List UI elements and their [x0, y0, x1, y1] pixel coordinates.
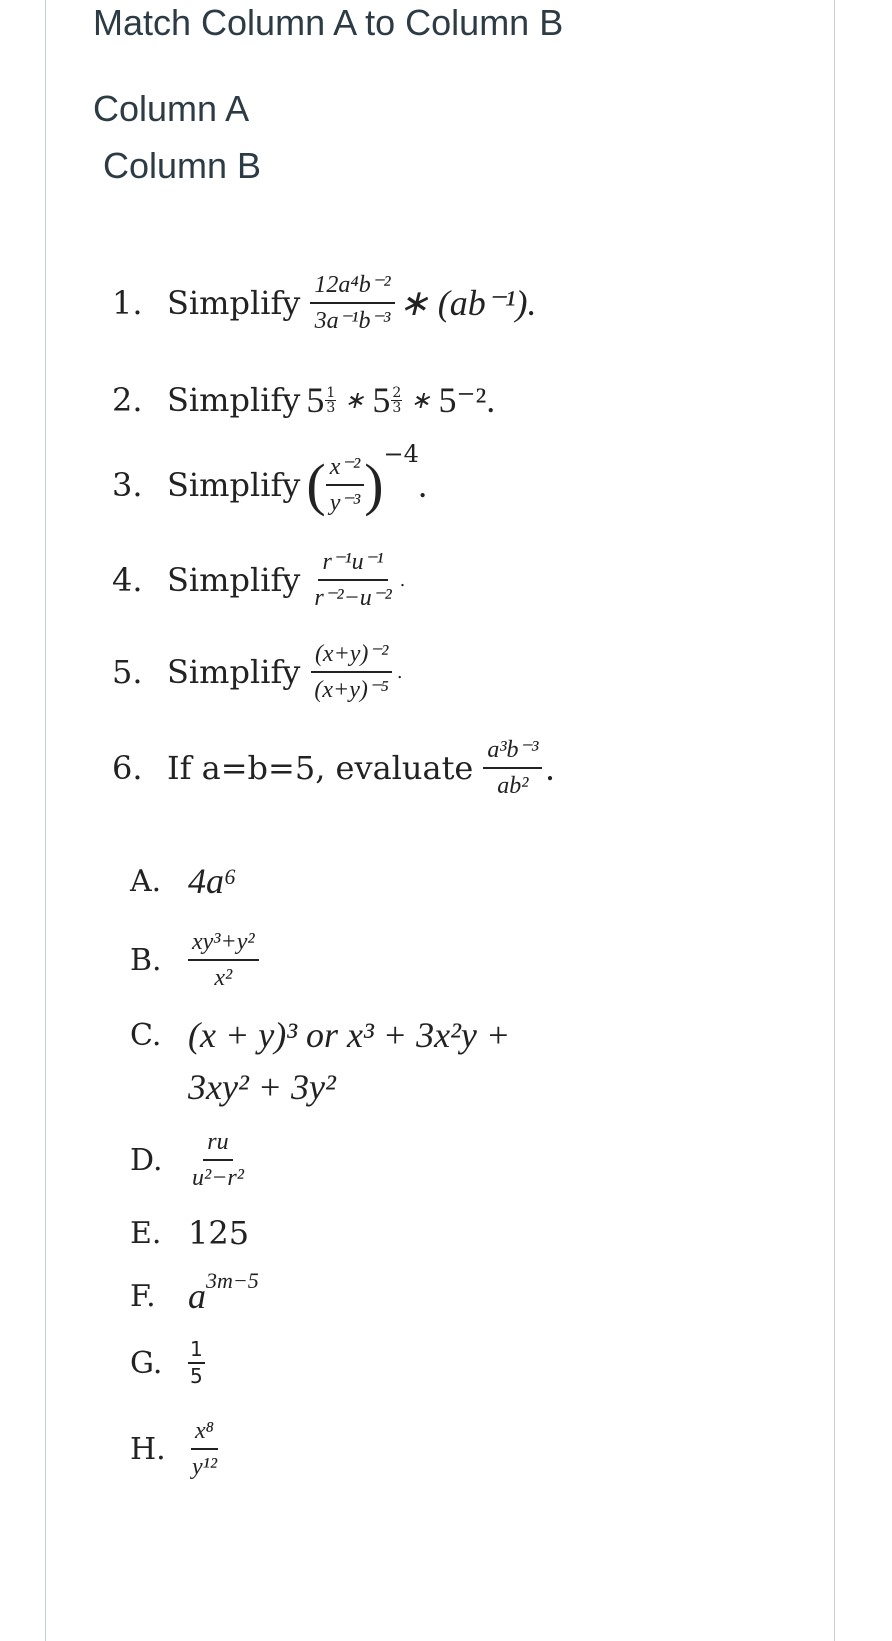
denominator: 5: [190, 1364, 203, 1388]
numerator: x⁻²: [326, 452, 365, 486]
answer-d: [130, 1118, 248, 1202]
numerator: x⁸: [191, 1416, 218, 1450]
right-paren: ): [364, 452, 384, 517]
answer-f: [130, 1268, 259, 1324]
answer-letter: B.: [130, 942, 162, 978]
denominator: (x+y)⁻⁵: [314, 677, 389, 703]
problem-6: [112, 722, 555, 814]
problem-1: [112, 258, 537, 348]
answer-exponent: 3m−5: [206, 1268, 259, 1293]
base: 5: [372, 380, 391, 420]
answer-value: 125: [188, 1214, 250, 1252]
answer-h: [130, 1408, 221, 1490]
answer-value: 4a⁶: [188, 861, 237, 901]
problem-number: 5.: [112, 653, 143, 691]
problem-text: Simplify: [167, 284, 301, 322]
problem-number: 2.: [112, 381, 143, 419]
content-border-right: [834, 0, 835, 1641]
denominator: y¹²: [192, 1454, 218, 1480]
problem-5: [112, 627, 403, 717]
problem-2: [112, 360, 495, 440]
expression-tail: .: [418, 465, 428, 505]
problem-text: If a=b=5, evaluate: [167, 749, 474, 787]
problem-text: Simplify: [167, 653, 301, 691]
denominator: y⁻³: [329, 490, 361, 516]
exp-denominator: 3: [326, 399, 336, 416]
numerator: r⁻¹u⁻¹: [318, 547, 387, 581]
problem-number: 4.: [112, 561, 143, 599]
answer-value-line-2: 3xy² + 3y²: [188, 1067, 336, 1107]
denominator: ab²: [497, 773, 529, 799]
answer-base: a: [188, 1276, 206, 1316]
fraction: [310, 270, 394, 336]
answer-letter: E.: [130, 1215, 162, 1251]
fraction: [188, 1416, 221, 1482]
answer-e: [130, 1208, 249, 1258]
expression-tail: ∗ (ab⁻¹).: [398, 283, 537, 323]
fraction: [310, 639, 393, 705]
answer-letter: D.: [130, 1142, 163, 1178]
content-border-left: [45, 0, 46, 1641]
problem-3: [112, 440, 428, 530]
multiply-operator: ∗: [410, 387, 431, 414]
expression-tail: 5⁻².: [438, 380, 496, 420]
multiply-operator: ∗: [344, 387, 365, 414]
fraction: [188, 1127, 248, 1193]
question-title: Match Column A to Column B: [93, 2, 564, 43]
column-a-label: Column A: [93, 88, 250, 129]
numerator: a³b⁻³: [483, 735, 542, 769]
answer-value-line-1: (x + y)³ or x³ + 3x²y +: [188, 1015, 511, 1055]
answer-a: [130, 856, 237, 906]
problem-number: 3.: [112, 466, 143, 504]
outer-exponent: −4: [383, 440, 419, 468]
problem-text: Simplify: [167, 466, 301, 504]
denominator: 3a⁻¹b⁻³: [314, 308, 391, 334]
exponent-fraction: [391, 386, 402, 415]
answer-c-continued: [188, 1062, 336, 1112]
denominator: r⁻²−u⁻²: [314, 585, 392, 611]
problem-number: 6.: [112, 749, 143, 787]
answer-letter: G.: [130, 1345, 163, 1381]
problem-text: Simplify: [167, 381, 301, 419]
fraction: [483, 735, 542, 801]
problem-number: 1.: [112, 284, 143, 322]
base: 5: [306, 380, 325, 420]
problem-4: [112, 535, 405, 625]
numerator: 12a⁴b⁻²: [310, 270, 394, 304]
denominator: x²: [214, 965, 233, 991]
column-b-label: Column B: [103, 145, 262, 186]
numerator: 1: [188, 1337, 205, 1364]
answer-g: [130, 1326, 205, 1400]
expression-tail: .: [399, 569, 406, 591]
answer-letter: A.: [130, 863, 162, 899]
numerator: (x+y)⁻²: [311, 639, 392, 673]
exponent-fraction: [325, 386, 336, 415]
numerator: xy³+y²: [188, 927, 259, 961]
fraction: [188, 927, 259, 993]
fraction: [188, 1337, 205, 1389]
answer-letter: C.: [130, 1017, 162, 1053]
exp-numerator: 2: [392, 384, 402, 401]
fraction: [310, 547, 395, 613]
exp-denominator: 3: [392, 399, 402, 416]
problem-text: Simplify: [167, 561, 301, 599]
answer-letter: H.: [130, 1431, 166, 1467]
exp-numerator: 1: [326, 384, 336, 401]
answer-c: [130, 1010, 510, 1060]
expression-tail: .: [396, 661, 403, 683]
answer-letter: F.: [130, 1278, 156, 1314]
expression-tail: .: [546, 748, 556, 788]
numerator: ru: [203, 1127, 232, 1161]
fraction: [326, 452, 365, 518]
denominator: u²−r²: [192, 1165, 244, 1191]
answer-b: [130, 918, 259, 1002]
left-paren: (: [306, 452, 326, 517]
